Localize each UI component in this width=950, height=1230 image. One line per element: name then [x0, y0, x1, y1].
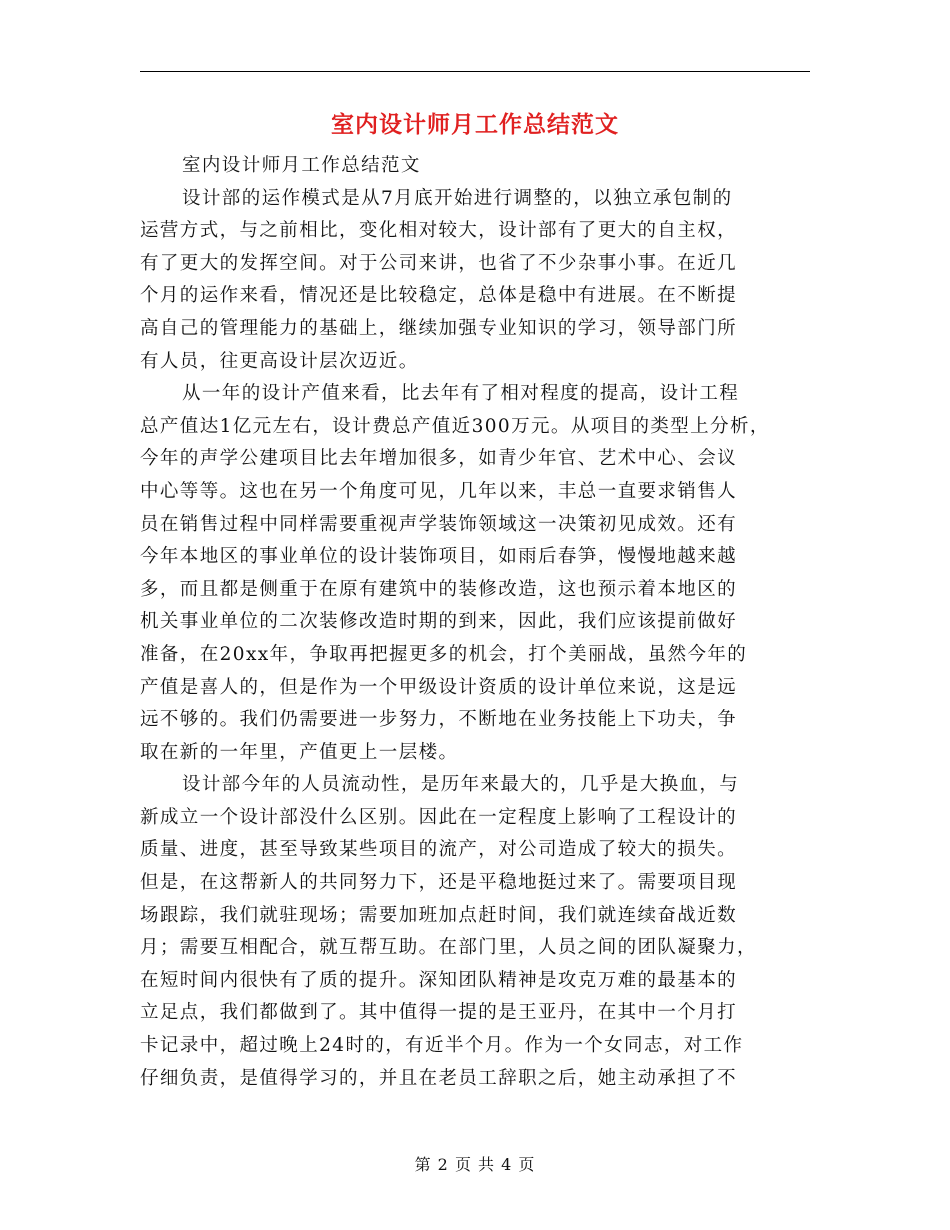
text-line: 今年的声学公建项目比去年增加很多，如青少年官、艺术中心、会议 — [140, 448, 738, 470]
text-line: 取在新的一年里，产值更上一层楼。 — [140, 741, 459, 763]
text-line: 新成立一个设计部没什么区别。因此在一定程度上影响了工程设计的 — [140, 806, 738, 828]
text-line: 但是，在这帮新人的共同努力下，还是平稳地挺过来了。需要项目现 — [140, 872, 738, 894]
text-line: 质量、进度，甚至导致某些项目的流产，对公司造成了较大的损失。 — [140, 839, 738, 861]
text-line: 立足点，我们都做到了。其中值得一提的是王亚丹，在其中一个月打 — [140, 1002, 738, 1024]
text-line: 设计部今年的人员流动性，是历年来最大的，几乎是大换血，与 — [182, 774, 740, 796]
text-line: 从一年的设计产值来看，比去年有了相对程度的提高，设计工程 — [182, 383, 740, 405]
document-body — [140, 150, 820, 1095]
text-line: 设计部的运作模式是从7月底开始进行调整的，以独立承包制的 — [182, 187, 733, 209]
text-line: 总产值达1亿元左右，设计费总产值近300万元。从项目的类型上分析， — [140, 415, 770, 437]
text-line: 在短时间内很快有了质的提升。深知团队精神是攻克万难的最基本的 — [140, 969, 738, 991]
text-line: 个月的运作来看，情况还是比较稳定，总体是稳中有进展。在不断提 — [140, 285, 738, 307]
text-line: 多，而且都是侧重于在原有建筑中的装修改造，这也预示着本地区的 — [140, 578, 738, 600]
text-line: 仔细负责，是值得学习的，并且在老员工辞职之后，她主动承担了不 — [140, 1067, 738, 1089]
page-footer: 第 2 页 共 4 页 — [414, 1155, 536, 1174]
text-line: 室内设计师月工作总结范文 — [182, 155, 421, 176]
header-rule — [140, 71, 810, 72]
text-line: 月；需要互相配合，就互帮互助。在部门里，人员之间的团队凝聚力， — [140, 937, 757, 959]
text-line: 远不够的。我们仍需要进一步努力，不断地在业务技能上下功夫，争 — [140, 709, 738, 731]
text-line: 高自己的管理能力的基础上，继续加强专业知识的学习，领导部门所 — [140, 317, 738, 339]
text-line: 有了更大的发挥空间。对于公司来讲，也省了不少杂事小事。在近几 — [140, 252, 738, 274]
text-line: 今年本地区的事业单位的设计装饰项目，如雨后春笋，慢慢地越来越 — [140, 546, 738, 568]
text-line: 中心等等。这也在另一个角度可见，几年以来，丰总一直要求销售人 — [140, 480, 738, 502]
text-line: 准备，在20xx年，争取再把握更多的机会，打个美丽战，虽然今年的 — [140, 643, 748, 665]
text-line: 员在销售过程中同样需要重视声学装饰领域这一决策初见成效。还有 — [140, 513, 738, 535]
text-line: 卡记录中，超过晚上24时的，有近半个月。作为一个女同志，对工作 — [140, 1035, 744, 1057]
text-line: 有人员，往更高设计层次迈近。 — [140, 350, 419, 372]
text-line: 产值是喜人的，但是作为一个甲级设计资质的设计单位来说，这是远 — [140, 676, 738, 698]
document-title: 室内设计师月工作总结范文 — [331, 111, 619, 138]
text-line: 机关事业单位的二次装修改造时期的到来，因此，我们应该提前做好 — [140, 611, 738, 633]
text-line: 场跟踪，我们就驻现场；需要加班加点赶时间，我们就连续奋战近数 — [140, 904, 738, 926]
text-line: 运营方式，与之前相比，变化相对较大，设计部有了更大的自主权， — [140, 220, 738, 242]
